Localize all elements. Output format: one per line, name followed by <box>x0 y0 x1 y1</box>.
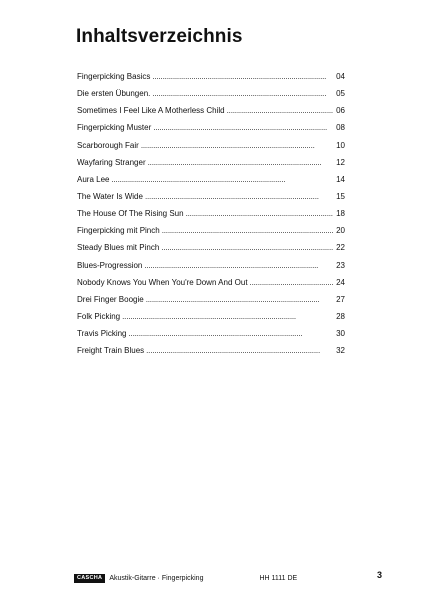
page-number: 3 <box>377 570 383 580</box>
page-footer <box>74 572 344 584</box>
toc-entry-title: Drei Finger Boogie <box>77 294 144 304</box>
toc-entry-title: Die ersten Übungen. <box>77 89 151 99</box>
toc-entry <box>77 102 345 119</box>
toc-entry <box>77 68 345 85</box>
leader-dots <box>152 68 333 85</box>
toc-entry-page: 14 <box>336 174 345 184</box>
toc-entry <box>77 257 345 274</box>
toc-entry <box>77 119 345 136</box>
toc-entry <box>77 205 345 222</box>
toc-entry-page: 15 <box>336 191 345 201</box>
leader-dots <box>152 85 333 102</box>
toc-entry-page: 05 <box>336 89 345 99</box>
leader-dots <box>111 171 333 188</box>
toc-entry-title: Nobody Knows You When You're Down And Out <box>77 277 248 287</box>
toc-entry <box>77 239 345 256</box>
toc-entry-page: 04 <box>336 72 345 81</box>
toc-entry <box>77 342 345 359</box>
toc-entry-page: 08 <box>336 123 345 133</box>
toc-entry-title: The House Of The Rising Sun <box>77 209 184 219</box>
toc-entry-title: Blues-Progression <box>77 260 143 270</box>
leader-dots <box>122 308 333 325</box>
leader-dots <box>146 342 333 359</box>
toc-entry-title: Sometimes I Feel Like A Motherless Child <box>77 106 225 116</box>
leader-dots <box>146 291 333 308</box>
toc-entry-title: Fingerpicking Muster <box>77 123 152 133</box>
toc-entry <box>77 308 345 325</box>
toc-entry-title: Aura Lee <box>77 174 110 184</box>
leader-dots <box>161 239 333 256</box>
leader-dots <box>148 154 333 171</box>
toc-entry-title: Folk Picking <box>77 311 121 321</box>
toc-entry <box>77 274 345 291</box>
toc-entry-title: Freight Train Blues <box>77 346 145 356</box>
toc-entry-title: Scarborough Fair <box>77 140 139 150</box>
toc-entry-page: 20 <box>336 226 345 236</box>
toc-entry-page: 24 <box>336 277 345 287</box>
toc-entry-page: 10 <box>336 140 345 150</box>
toc-entry-title: Fingerpicking Basics <box>77 72 151 81</box>
table-of-contents <box>77 68 345 359</box>
leader-dots <box>227 102 333 119</box>
footer-book-title: Akustik-Gitarre · Fingerpicking <box>109 574 204 582</box>
toc-entry <box>77 85 345 102</box>
toc-entry-page: 18 <box>336 209 345 219</box>
leader-dots <box>141 137 333 154</box>
toc-entry-page: 12 <box>336 157 345 167</box>
footer-product-code: HH 1111 DE <box>259 574 298 582</box>
toc-entry-title: Steady Blues mit Pinch <box>77 243 160 253</box>
toc-entry-title: Fingerpicking mit Pinch <box>77 226 160 236</box>
page-title: Inhaltsverzeichnis <box>76 26 243 47</box>
toc-entry-page: 06 <box>336 106 345 116</box>
toc-entry <box>77 171 345 188</box>
leader-dots <box>129 325 334 342</box>
leader-dots <box>250 274 334 291</box>
toc-entry-page: 23 <box>336 260 345 270</box>
toc-entry-title: Travis Picking <box>77 329 127 339</box>
toc-entry-page: 30 <box>336 329 345 339</box>
leader-dots <box>144 257 333 274</box>
leader-dots <box>153 119 333 136</box>
leader-dots <box>145 188 333 205</box>
toc-entry <box>77 154 345 171</box>
toc-entry <box>77 291 345 308</box>
toc-entry <box>77 325 345 342</box>
toc-entry <box>77 222 345 239</box>
leader-dots <box>162 222 333 239</box>
toc-entry-page: 22 <box>336 243 345 253</box>
leader-dots <box>186 205 334 222</box>
toc-entry-title: The Water Is Wide <box>77 191 143 201</box>
toc-entry-page: 32 <box>336 346 345 356</box>
toc-entry-page: 27 <box>336 294 345 304</box>
toc-entry-title: Wayfaring Stranger <box>77 157 146 167</box>
toc-entry-page: 28 <box>336 311 345 321</box>
publisher-logo: CASCHA <box>74 574 105 583</box>
toc-entry <box>77 188 345 205</box>
toc-entry <box>77 137 345 154</box>
